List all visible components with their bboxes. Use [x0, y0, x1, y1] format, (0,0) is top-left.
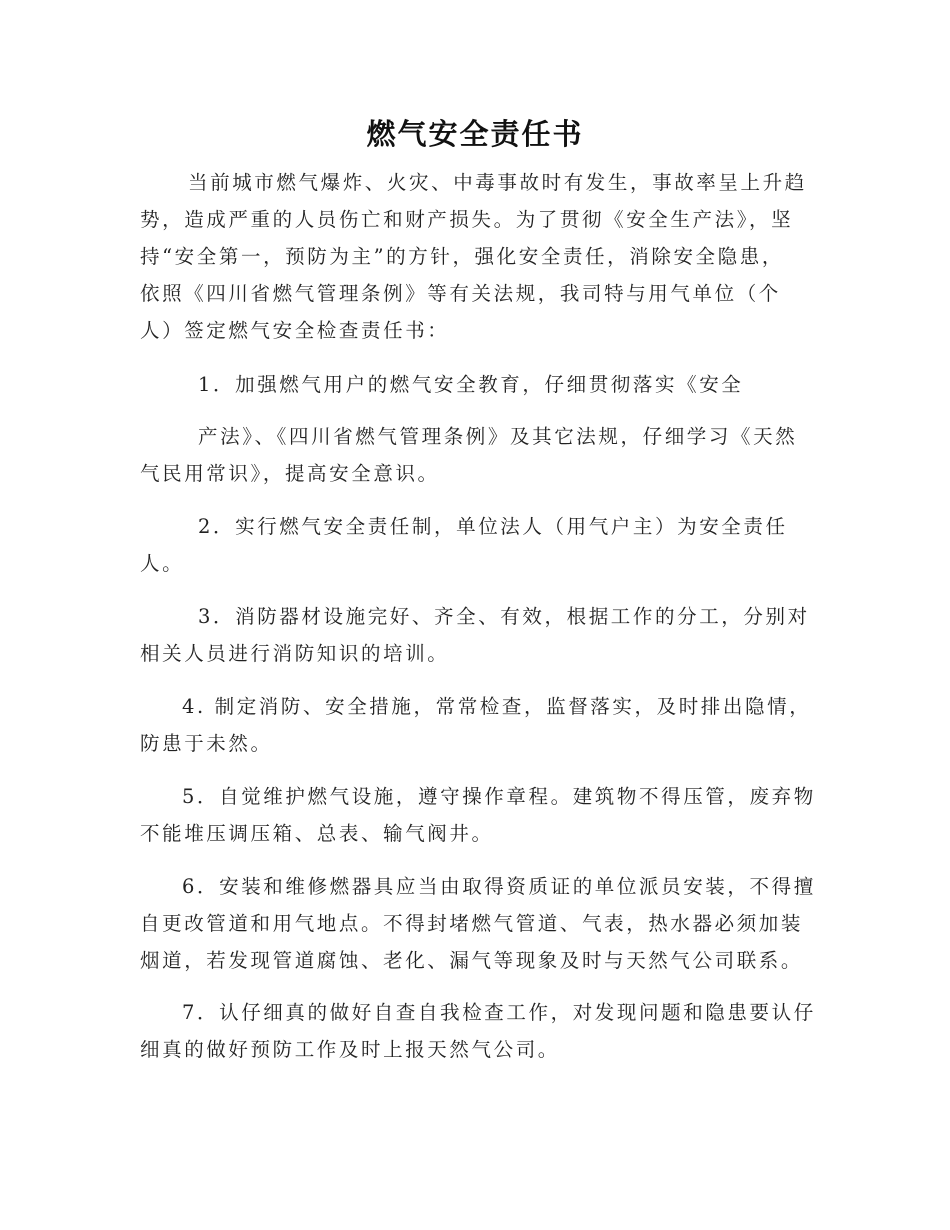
clause-6: [140, 868, 816, 979]
clause-line: 3．消防器材设施完好、齐全、有效，根据工作的分工，分别对: [198, 605, 810, 628]
clause-4: [140, 688, 812, 762]
clause-1-continued: [140, 418, 805, 492]
clause-line: 7．认仔细真的做好自查自我检查工作，对发现问题和隐患要认仔: [182, 1001, 816, 1024]
clause-line: 相关人员进行消防知识的培训。: [140, 642, 450, 665]
clause-line: 烟道，若发现管道腐蚀、老化、漏气等现象及时与天然气公司联系。: [140, 949, 804, 972]
clause-line: 4. 制定消防、安全措施，常常检查，监督落实，及时排出隐情，: [182, 695, 812, 718]
clause-line: 自更改管道和用气地点。不得封堵燃气管道、气表，热水器必须加装: [140, 912, 804, 935]
intro-line: 依照《四川省燃气管理条例》等有关法规，我司特与用气单位（个: [140, 282, 781, 305]
clause-line: 2．实行燃气安全责任制，单位法人（用气户主）为安全责任: [198, 515, 788, 538]
clause-line: 产法》、《四川省燃气管理条例》及其它法规，仔细学习《天然: [198, 425, 798, 448]
clause-line: 1．加强燃气用户的燃气安全教育，仔细贯彻落实《安全: [198, 373, 744, 396]
clause-line: 5．自觉维护燃气设施，遵守操作章程。建筑物不得压管，废弃物: [182, 785, 816, 808]
intro-paragraph: [140, 164, 805, 349]
clause-5: [140, 778, 816, 852]
clause-1: [140, 366, 805, 403]
clause-line: 人。: [140, 552, 185, 575]
intro-line: 势，造成严重的人员伤亡和财产损失。为了贯彻《安全生产法》，坚: [140, 208, 794, 231]
clause-3: [140, 598, 810, 672]
clause-7: [140, 994, 816, 1068]
document-title: 燃气安全责任书: [366, 117, 584, 151]
clause-2: [140, 508, 805, 582]
intro-line: 持“安全第一，预防为主”的方针，强化安全责任，消除安全隐患，: [140, 245, 784, 268]
clause-line: 气民用常识》，提高安全意识。: [140, 462, 440, 485]
clause-line: 6．安装和维修燃器具应当由取得资质证的单位派员安装，不得擅: [182, 875, 816, 898]
clause-line: 防患于未然。: [140, 732, 273, 755]
clause-line: 不能堆压调压箱、总表、输气阀井。: [140, 822, 494, 845]
intro-line: 人）签定燃气安全检查责任书：: [140, 319, 450, 342]
clause-line: 细真的做好预防工作及时上报天然气公司。: [140, 1038, 560, 1061]
intro-line: 当前城市燃气爆炸、火灾、中毒事故时有发生，事故率呈上升趋: [188, 171, 807, 194]
